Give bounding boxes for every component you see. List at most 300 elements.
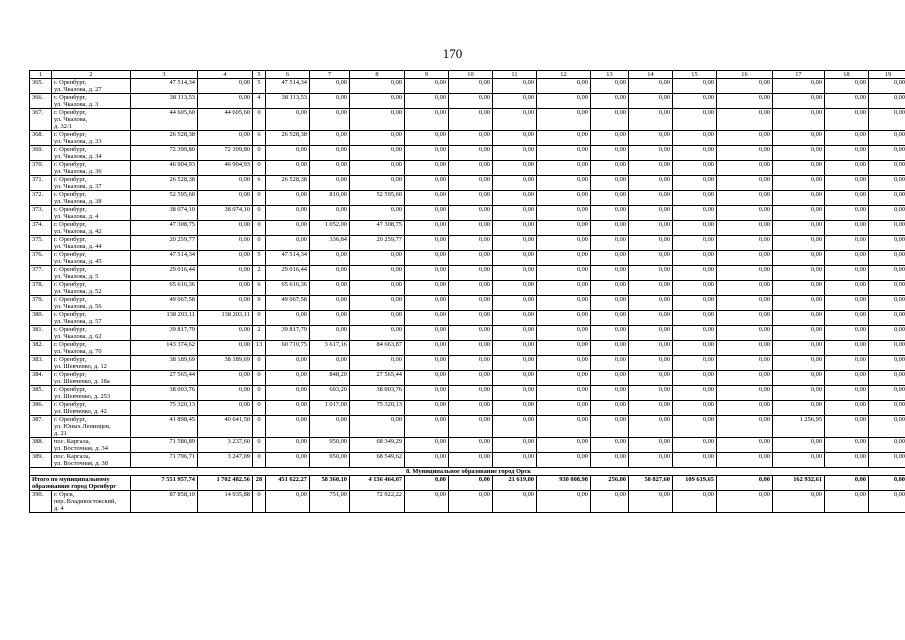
value-cell: 0,00 <box>449 281 493 296</box>
value-cell: 0,00 <box>717 453 773 468</box>
value-cell: 2 <box>253 266 266 281</box>
value-cell: 0,00 <box>717 311 773 326</box>
value-cell: 0,00 <box>773 131 825 146</box>
total-label <box>30 476 131 491</box>
table-row <box>30 453 905 468</box>
value-cell: 0,00 <box>773 311 825 326</box>
value-cell: 0,00 <box>717 491 773 513</box>
row-number: 383. <box>30 356 52 371</box>
value-cell: 0,00 <box>266 416 310 438</box>
address-cell <box>52 371 131 386</box>
value-cell: 0,00 <box>266 221 310 236</box>
value-cell: 0,00 <box>869 146 905 161</box>
value-cell: 47 514,34 <box>266 79 310 94</box>
value-cell: 0,00 <box>629 251 673 266</box>
value-cell: 3 617,16 <box>310 341 350 356</box>
value-cell: 0,00 <box>773 94 825 109</box>
value-cell: 29 016,44 <box>266 266 310 281</box>
column-number: 19 <box>869 71 905 79</box>
value-cell: 0,00 <box>673 236 717 251</box>
value-cell: 0,00 <box>825 281 869 296</box>
value-cell: 0,00 <box>537 356 591 371</box>
address-line: пос. Каргала, <box>54 438 91 445</box>
table-row <box>30 341 905 356</box>
value-cell: 0,00 <box>537 206 591 221</box>
address-line: ул. Чкалова, д. 5 <box>54 273 99 280</box>
value-cell: 109 619,65 <box>673 476 717 491</box>
value-cell: 0,00 <box>629 491 673 513</box>
value-cell: 0,00 <box>198 251 253 266</box>
value-cell: 0,00 <box>537 341 591 356</box>
value-cell: 0,00 <box>591 371 629 386</box>
row-number: 374. <box>30 221 52 236</box>
row-number: 389. <box>30 453 52 468</box>
address-line: г. Оренбург, <box>54 161 87 168</box>
value-cell: 1 702 482,56 <box>198 476 253 491</box>
value-cell: 0,00 <box>717 371 773 386</box>
value-cell: 0,00 <box>673 341 717 356</box>
value-cell: 336,84 <box>310 236 350 251</box>
value-cell: 0,00 <box>629 109 673 131</box>
value-cell: 0,00 <box>350 109 405 131</box>
value-cell: 0,00 <box>537 131 591 146</box>
value-cell: 0,00 <box>537 311 591 326</box>
value-cell: 0,00 <box>493 206 537 221</box>
value-cell: 0,00 <box>717 161 773 176</box>
value-cell: 84 663,87 <box>350 341 405 356</box>
value-cell: 0,00 <box>266 236 310 251</box>
value-cell: 0 <box>253 161 266 176</box>
value-cell: 0,00 <box>869 221 905 236</box>
value-cell: 0,00 <box>673 176 717 191</box>
value-cell: 0,00 <box>869 341 905 356</box>
column-number: 16 <box>717 71 773 79</box>
value-cell: 0,00 <box>591 266 629 281</box>
value-cell: 950,00 <box>310 438 350 453</box>
table-row <box>30 386 905 401</box>
value-cell: 0 <box>253 191 266 206</box>
value-cell: 0,00 <box>449 146 493 161</box>
value-cell: 0,00 <box>869 386 905 401</box>
value-cell: 0,00 <box>591 401 629 416</box>
value-cell: 0,00 <box>266 453 310 468</box>
value-cell: 0,00 <box>629 416 673 438</box>
row-number: 379. <box>30 296 52 311</box>
address-line: ул. Чкалова, д. 3 <box>54 101 99 108</box>
value-cell: 0,00 <box>198 341 253 356</box>
value-cell: 0,00 <box>493 296 537 311</box>
value-cell: 0,00 <box>717 341 773 356</box>
value-cell: 0,00 <box>591 206 629 221</box>
value-cell: 29 016,44 <box>131 266 198 281</box>
value-cell: 0,00 <box>537 79 591 94</box>
value-cell: 0,00 <box>869 79 905 94</box>
address-line: ул. Шевченко, д. 42 <box>54 408 107 415</box>
value-cell: 0,00 <box>591 281 629 296</box>
value-cell: 0,00 <box>405 311 449 326</box>
value-cell: 0,00 <box>537 94 591 109</box>
table-row <box>30 236 905 251</box>
address-cell <box>52 206 131 221</box>
value-cell: 0,00 <box>449 453 493 468</box>
value-cell: 0,00 <box>629 296 673 311</box>
value-cell: 0,00 <box>629 326 673 341</box>
value-cell: 52 595,60 <box>131 191 198 206</box>
value-cell: 46 904,93 <box>131 161 198 176</box>
value-cell: 0,00 <box>405 491 449 513</box>
data-table <box>29 70 905 513</box>
value-cell: 0,00 <box>629 221 673 236</box>
column-number: 9 <box>405 71 449 79</box>
value-cell: 0,00 <box>537 176 591 191</box>
value-cell: 0,00 <box>405 438 449 453</box>
value-cell: 0,00 <box>717 236 773 251</box>
value-cell: 38 189,69 <box>131 356 198 371</box>
value-cell: 0,00 <box>591 221 629 236</box>
value-cell: 0,00 <box>869 438 905 453</box>
address-cell <box>52 356 131 371</box>
row-number: 378. <box>30 281 52 296</box>
value-cell: 58 360,10 <box>310 476 350 491</box>
value-cell: 0,00 <box>198 221 253 236</box>
value-cell: 0,00 <box>405 371 449 386</box>
value-cell: 0,00 <box>310 94 350 109</box>
value-cell: 0,00 <box>825 191 869 206</box>
value-cell: 0,00 <box>673 416 717 438</box>
address-line: ул. Чкалова, д. 52 <box>54 288 102 295</box>
row-number: 365. <box>30 79 52 94</box>
value-cell: 0 <box>253 386 266 401</box>
table-row <box>30 191 905 206</box>
value-cell: 0,00 <box>310 146 350 161</box>
value-cell: 0,00 <box>869 416 905 438</box>
value-cell: 0,00 <box>537 281 591 296</box>
value-cell: 0,00 <box>673 326 717 341</box>
value-cell: 0,00 <box>825 296 869 311</box>
value-cell: 0,00 <box>773 176 825 191</box>
value-cell: 0,00 <box>869 109 905 131</box>
value-cell: 1 256,95 <box>773 416 825 438</box>
address-line: г. Оренбург, <box>54 221 87 228</box>
value-cell: 0,00 <box>629 206 673 221</box>
address-cell <box>52 311 131 326</box>
value-cell: 0,00 <box>825 341 869 356</box>
address-line: ул. Чкалова, д. 70 <box>54 348 102 355</box>
value-cell: 0,00 <box>825 491 869 513</box>
value-cell: 0,00 <box>449 341 493 356</box>
table-row <box>30 371 905 386</box>
value-cell: 0,00 <box>198 191 253 206</box>
value-cell: 0,00 <box>350 266 405 281</box>
table-row <box>30 221 905 236</box>
value-cell: 0,00 <box>405 176 449 191</box>
value-cell: 0,00 <box>405 251 449 266</box>
column-number: 6 <box>266 71 310 79</box>
value-cell: 40 641,50 <box>198 416 253 438</box>
address-line: г. Оренбург, <box>54 386 87 393</box>
value-cell: 0,00 <box>266 371 310 386</box>
address-cell <box>52 251 131 266</box>
table-row <box>30 266 905 281</box>
value-cell: 0,00 <box>310 356 350 371</box>
value-cell: 0,00 <box>825 221 869 236</box>
value-cell: 0,00 <box>717 191 773 206</box>
value-cell: 0,00 <box>717 401 773 416</box>
value-cell: 0,00 <box>591 341 629 356</box>
value-cell: 0,00 <box>537 251 591 266</box>
row-number: 386. <box>30 401 52 416</box>
value-cell: 0,00 <box>773 146 825 161</box>
value-cell: 0,00 <box>673 161 717 176</box>
value-cell: 0,00 <box>537 401 591 416</box>
value-cell: 751,00 <box>310 491 350 513</box>
value-cell: 0,00 <box>405 453 449 468</box>
value-cell: 52 595,60 <box>350 191 405 206</box>
value-cell: 0,00 <box>350 79 405 94</box>
value-cell: 0,00 <box>673 251 717 266</box>
table-row <box>30 438 905 453</box>
value-cell: 0,00 <box>449 476 493 491</box>
value-cell: 3 237,60 <box>198 438 253 453</box>
value-cell: 0,00 <box>405 266 449 281</box>
address-line: г. Оренбург, <box>54 341 87 348</box>
row-number: 384. <box>30 371 52 386</box>
address-line: ул. Чкалова, д. 45 <box>54 258 102 265</box>
value-cell: 0,00 <box>449 438 493 453</box>
value-cell: 46 904,93 <box>198 161 253 176</box>
address-line: г. Оренбург, <box>54 109 87 116</box>
address-line: ул. Чкалова, д. 4 <box>54 213 99 220</box>
value-cell: 0,00 <box>773 281 825 296</box>
value-cell: 0,00 <box>266 146 310 161</box>
value-cell: 0,00 <box>266 491 310 513</box>
value-cell: 0,00 <box>449 401 493 416</box>
value-cell: 2 <box>253 326 266 341</box>
value-cell: 0,00 <box>198 296 253 311</box>
value-cell: 0,00 <box>350 146 405 161</box>
value-cell: 0,00 <box>405 356 449 371</box>
value-cell: 0,00 <box>591 326 629 341</box>
value-cell: 0,00 <box>405 401 449 416</box>
value-cell: 0,00 <box>825 311 869 326</box>
address-line: г. Оренбург, <box>54 131 87 138</box>
value-cell: 0,00 <box>717 476 773 491</box>
value-cell: 0,00 <box>310 79 350 94</box>
row-number: 367. <box>30 109 52 131</box>
address-cell <box>52 266 131 281</box>
value-cell: 0,00 <box>310 206 350 221</box>
value-cell: 38 074,10 <box>131 206 198 221</box>
value-cell: 0,00 <box>350 131 405 146</box>
value-cell: 0,00 <box>266 206 310 221</box>
value-cell: 138 203,11 <box>198 311 253 326</box>
value-cell: 0,00 <box>198 386 253 401</box>
column-number: 13 <box>591 71 629 79</box>
value-cell: 0,00 <box>310 251 350 266</box>
value-cell: 0,00 <box>350 206 405 221</box>
value-cell: 0,00 <box>310 109 350 131</box>
address-cell <box>52 296 131 311</box>
value-cell: 27 565,44 <box>131 371 198 386</box>
value-cell: 68 349,29 <box>350 438 405 453</box>
table-row <box>30 281 905 296</box>
value-cell: 0,00 <box>493 221 537 236</box>
value-cell: 38 003,76 <box>350 386 405 401</box>
address-cell <box>52 326 131 341</box>
address-line: ул. Юных Ленинцев, <box>54 423 111 430</box>
value-cell: 0 <box>253 438 266 453</box>
value-cell: 72 399,80 <box>131 146 198 161</box>
value-cell: 0,00 <box>537 371 591 386</box>
value-cell: 0,00 <box>350 176 405 191</box>
address-line: г. Оренбург, <box>54 356 87 363</box>
value-cell: 0,00 <box>629 266 673 281</box>
value-cell: 0,00 <box>449 131 493 146</box>
value-cell: 0,00 <box>405 109 449 131</box>
value-cell: 0,00 <box>493 79 537 94</box>
value-cell: 0,00 <box>493 146 537 161</box>
value-cell: 13 <box>253 341 266 356</box>
value-cell: 451 622,27 <box>266 476 310 491</box>
value-cell: 0,00 <box>198 79 253 94</box>
value-cell: 0,00 <box>266 386 310 401</box>
value-cell: 0,00 <box>773 109 825 131</box>
value-cell: 0,00 <box>350 251 405 266</box>
value-cell: 0,00 <box>310 131 350 146</box>
row-number: 373. <box>30 206 52 221</box>
address-line: ул. Чкалова, д. 33 <box>54 138 102 145</box>
value-cell: 0,00 <box>591 416 629 438</box>
value-cell: 0,00 <box>537 161 591 176</box>
address-line: г. Оренбург, <box>54 326 87 333</box>
value-cell: 47 514,34 <box>131 79 198 94</box>
value-cell: 0,00 <box>629 146 673 161</box>
address-cell <box>52 176 131 191</box>
value-cell: 0,00 <box>673 438 717 453</box>
value-cell: 0,00 <box>773 438 825 453</box>
value-cell: 0,00 <box>449 206 493 221</box>
value-cell: 0,00 <box>591 236 629 251</box>
value-cell: 0,00 <box>493 371 537 386</box>
value-cell: 0,00 <box>449 191 493 206</box>
value-cell: 0 <box>253 221 266 236</box>
value-cell: 0,00 <box>591 79 629 94</box>
address-line: г. Оренбург, <box>54 146 87 153</box>
value-cell: 0,00 <box>773 491 825 513</box>
row-number: 376. <box>30 251 52 266</box>
value-cell: 26 528,38 <box>266 131 310 146</box>
value-cell: 0,00 <box>773 326 825 341</box>
value-cell: 0,00 <box>493 386 537 401</box>
value-cell: 0 <box>253 146 266 161</box>
address-cell <box>52 94 131 109</box>
value-cell: 0,00 <box>449 386 493 401</box>
value-cell: 4 <box>253 94 266 109</box>
value-cell: 0,00 <box>198 94 253 109</box>
value-cell: 49 067,58 <box>131 296 198 311</box>
value-cell: 0,00 <box>825 356 869 371</box>
address-line: г. Оренбург, <box>54 176 87 183</box>
table-row <box>30 416 905 438</box>
value-cell: 0,00 <box>629 161 673 176</box>
value-cell: 0,00 <box>449 109 493 131</box>
address-line: г. Оренбург, <box>54 401 87 408</box>
value-cell: 0,00 <box>869 356 905 371</box>
row-number: 370. <box>30 161 52 176</box>
row-number: 382. <box>30 341 52 356</box>
value-cell: 0,00 <box>869 161 905 176</box>
value-cell: 3 247,09 <box>198 453 253 468</box>
value-cell: 0,00 <box>869 131 905 146</box>
value-cell: 49 067,58 <box>266 296 310 311</box>
address-line: ул. Чкалова, д. 62 <box>54 333 102 340</box>
value-cell: 71 586,89 <box>131 438 198 453</box>
column-number: 11 <box>493 71 537 79</box>
address-cell <box>52 453 131 468</box>
table-row <box>30 296 905 311</box>
value-cell: 0,00 <box>591 161 629 176</box>
table-row <box>30 146 905 161</box>
row-number: 369. <box>30 146 52 161</box>
value-cell: 0,00 <box>773 221 825 236</box>
value-cell: 256,00 <box>591 476 629 491</box>
value-cell: 38 113,53 <box>131 94 198 109</box>
row-number: 371. <box>30 176 52 191</box>
value-cell: 138 203,11 <box>131 311 198 326</box>
row-number: 377. <box>30 266 52 281</box>
row-number: 390. <box>30 491 52 513</box>
address-line: ул. Восточная, д. 34 <box>54 445 108 452</box>
value-cell: 72 399,80 <box>198 146 253 161</box>
value-cell: 0,00 <box>717 176 773 191</box>
value-cell: 0,00 <box>537 146 591 161</box>
address-line: г. Оренбург, <box>54 236 87 243</box>
value-cell: 39 817,79 <box>131 326 198 341</box>
value-cell: 0,00 <box>266 109 310 131</box>
value-cell: 0,00 <box>673 206 717 221</box>
value-cell: 0,00 <box>773 386 825 401</box>
value-cell: 0,00 <box>825 131 869 146</box>
value-cell: 0,00 <box>350 94 405 109</box>
value-cell: 65 616,36 <box>131 281 198 296</box>
address-line: ул. Чкалова, д. 36 <box>54 168 102 175</box>
value-cell: 71 796,71 <box>131 453 198 468</box>
table-row <box>30 356 905 371</box>
value-cell: 39 817,79 <box>266 326 310 341</box>
value-cell: 0,00 <box>629 281 673 296</box>
value-cell: 0,00 <box>350 356 405 371</box>
value-cell: 0,00 <box>537 191 591 206</box>
value-cell: 6 <box>253 176 266 191</box>
address-line: г. Оренбург, <box>54 206 87 213</box>
row-number: 381. <box>30 326 52 341</box>
value-cell: 0,00 <box>449 236 493 251</box>
value-cell: 0,00 <box>266 161 310 176</box>
value-cell: 0,00 <box>310 176 350 191</box>
value-cell: 0,00 <box>629 453 673 468</box>
value-cell: 0,00 <box>449 221 493 236</box>
section-title: 8. Муниципальное образование город Орск <box>30 468 905 476</box>
value-cell: 0,00 <box>673 131 717 146</box>
value-cell: 0,00 <box>825 326 869 341</box>
address-line: г. Оренбург, <box>54 94 87 101</box>
value-cell: 0,00 <box>266 401 310 416</box>
value-cell: 0,00 <box>591 131 629 146</box>
value-cell: 0,00 <box>629 311 673 326</box>
value-cell: 0,00 <box>537 386 591 401</box>
value-cell: 0,00 <box>673 79 717 94</box>
table-row <box>30 326 905 341</box>
